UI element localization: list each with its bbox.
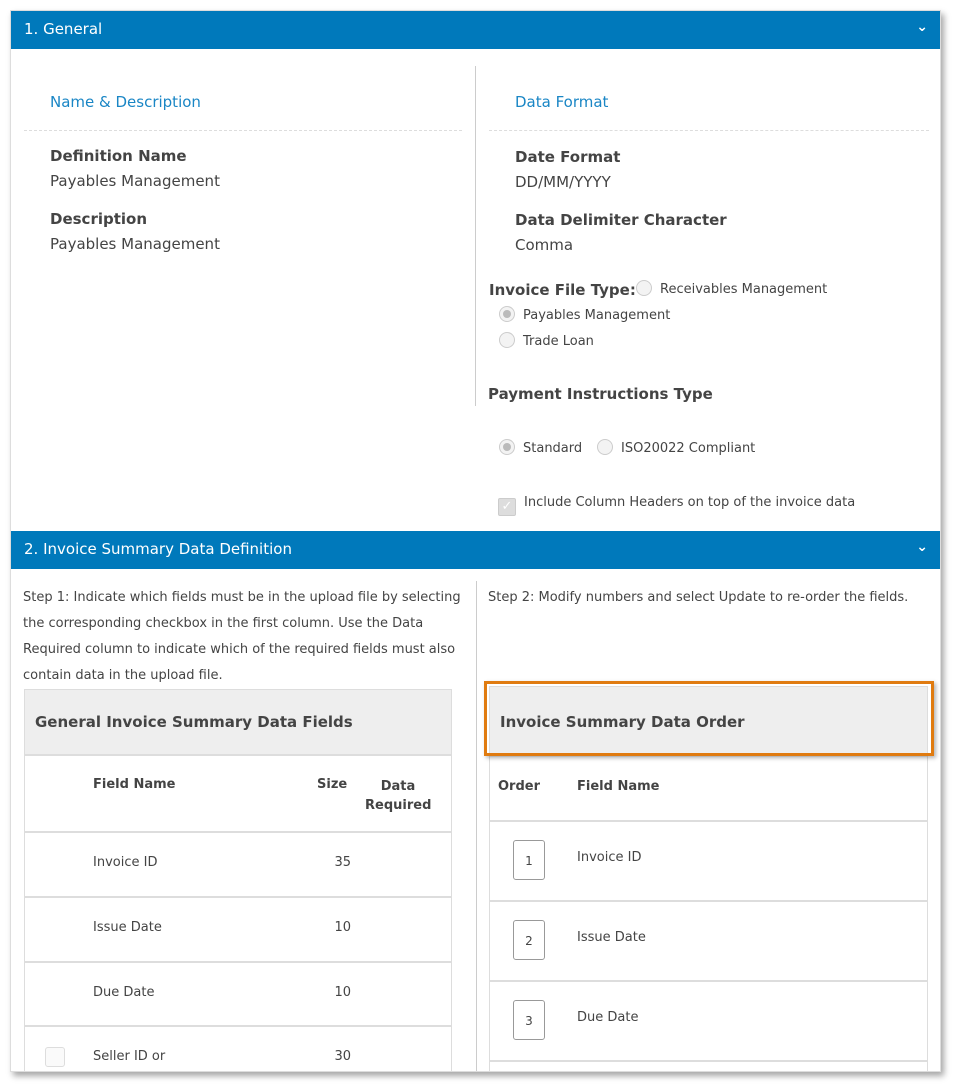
order-table-header-row: [490, 757, 927, 820]
include-headers-checkbox[interactable]: [498, 495, 855, 516]
col-field-name: Field Name: [577, 779, 660, 794]
date-format-label: Date Format: [515, 148, 621, 166]
order-input[interactable]: 1: [513, 840, 545, 880]
radio-label: Payables Management: [523, 308, 671, 323]
column-divider: [475, 66, 476, 406]
order-input[interactable]: 2: [513, 920, 545, 960]
section-summary-title: 2. Invoice Summary Data Definition: [24, 540, 292, 558]
delimiter-value: Comma: [515, 236, 574, 254]
chevron-down-icon[interactable]: ⌄: [916, 539, 928, 555]
order-input[interactable]: 3: [513, 1000, 545, 1040]
field-size: 10: [334, 920, 351, 935]
name-description-heading: Name & Description: [50, 93, 201, 111]
payment-instructions-label: Payment Instructions Type: [488, 385, 713, 403]
field-size: 10: [334, 985, 351, 1000]
field-name: Invoice ID: [93, 855, 158, 870]
invoice-file-type-label: Invoice File Type:: [489, 281, 636, 299]
radio-iso20022[interactable]: [597, 439, 755, 456]
table-row: [490, 900, 927, 980]
definition-panel: [10, 10, 941, 1072]
field-name: Issue Date: [577, 930, 646, 945]
fields-table: [24, 689, 452, 1072]
radio-label: Standard: [523, 441, 583, 456]
field-size: 35: [334, 855, 351, 870]
field-name: Invoice ID: [577, 850, 642, 865]
field-name: Seller ID or: [93, 1049, 166, 1064]
divider: [489, 130, 929, 131]
table-row: [490, 980, 927, 1060]
table-row: [25, 961, 451, 1025]
data-format-heading: Data Format: [515, 93, 609, 111]
col-field-name: Field Name: [93, 777, 176, 792]
field-size: 30: [334, 1049, 351, 1064]
table-row: [25, 831, 451, 896]
table-row: [490, 1060, 927, 1072]
fields-table-header-row: [25, 754, 451, 831]
description-value: Payables Management: [50, 235, 220, 253]
fields-table-title: General Invoice Summary Data Fields: [25, 690, 451, 754]
radio-trade-loan[interactable]: [499, 332, 594, 349]
table-row: [490, 820, 927, 900]
col-data-required: Data Required: [365, 779, 432, 813]
definition-name-value: Payables Management: [50, 172, 220, 190]
step1-instructions: Step 1: Indicate which fields must be in the upload file by selecting the corresponding checkbox in the first column. Use the Data Required column to indicate which of the required fields must also contain data in the upload file.: [23, 590, 461, 683]
radio-payables-management[interactable]: [499, 306, 670, 323]
radio-label: ISO20022 Compliant: [621, 441, 756, 456]
radio-receivables-management[interactable]: [636, 280, 827, 297]
field-name: Issue Date: [93, 920, 162, 935]
radio-selected-icon[interactable]: [499, 439, 515, 455]
radio-selected-icon[interactable]: [499, 306, 515, 322]
highlight-box: [484, 681, 934, 756]
checkmark-icon[interactable]: ✓: [498, 498, 516, 516]
order-table-title: Invoice Summary Data Order: [490, 687, 927, 757]
field-checkbox[interactable]: [45, 1047, 65, 1067]
field-name: Due Date: [93, 985, 155, 1000]
divider: [24, 130, 462, 131]
checkbox-label: Include Column Headers on top of the invoice data: [524, 495, 856, 510]
radio-standard[interactable]: [499, 439, 582, 456]
radio-icon[interactable]: [636, 280, 652, 296]
section-general-header[interactable]: [11, 11, 941, 49]
chevron-down-icon[interactable]: ⌄: [916, 19, 928, 35]
col-order: Order: [498, 779, 540, 794]
field-name: Due Date: [577, 1010, 639, 1025]
delimiter-label: Data Delimiter Character: [515, 211, 727, 229]
radio-label: Trade Loan: [523, 334, 594, 349]
table-row: [25, 1025, 451, 1072]
section-general-title: 1. General: [24, 20, 103, 38]
date-format-value: DD/MM/YYYY: [515, 173, 611, 191]
section-summary-header[interactable]: [11, 531, 941, 569]
column-divider: [476, 581, 477, 1072]
table-row: [25, 896, 451, 961]
radio-icon[interactable]: [499, 332, 515, 348]
radio-icon[interactable]: [597, 439, 613, 455]
step2-instructions: Step 2: Modify numbers and select Update to re-order the fields.: [488, 590, 909, 605]
col-size: Size: [317, 777, 348, 792]
definition-name-label: Definition Name: [50, 147, 187, 165]
radio-label: Receivables Management: [660, 282, 828, 297]
description-label: Description: [50, 210, 148, 228]
